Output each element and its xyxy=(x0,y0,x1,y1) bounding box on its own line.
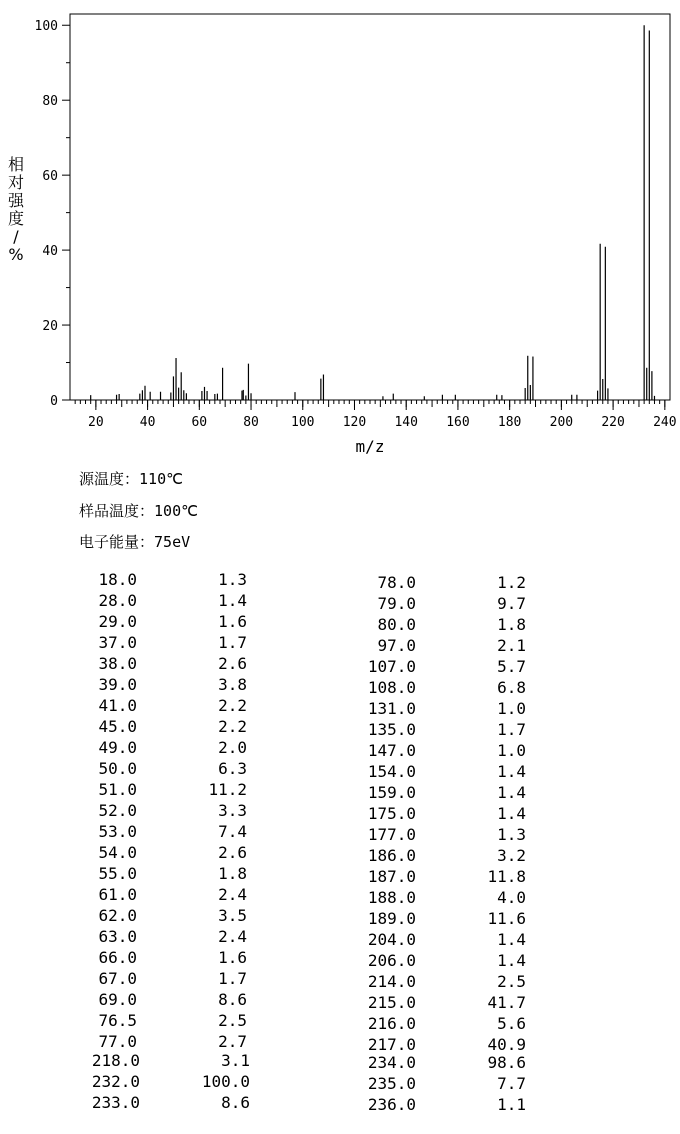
mz-value: 204.0 xyxy=(367,930,416,949)
x-tick-label: 180 xyxy=(497,415,522,430)
mz-value: 28.0 xyxy=(98,591,137,610)
intensity-value: 9.7 xyxy=(497,594,526,613)
condition-label: 电子能量： xyxy=(79,533,155,551)
x-tick-label: 200 xyxy=(549,415,574,430)
mz-value: 38.0 xyxy=(98,654,137,673)
mz-value: 236.0 xyxy=(367,1095,416,1114)
intensity-value: 8.6 xyxy=(218,990,247,1009)
intensity-value: 1.6 xyxy=(218,948,247,967)
intensity-value: 3.2 xyxy=(497,846,526,865)
mz-value: 50.0 xyxy=(98,759,137,778)
major-ticks xyxy=(62,25,665,410)
mz-value: 66.0 xyxy=(98,948,137,967)
x-tick-label: 20 xyxy=(88,415,104,430)
mz-value: 79.0 xyxy=(377,594,416,613)
mz-value: 78.0 xyxy=(377,573,416,592)
intensity-value: 7.4 xyxy=(218,822,247,841)
intensity-value: 3.1 xyxy=(221,1051,250,1070)
intensity-value: 2.1 xyxy=(497,636,526,655)
y-tick-label: 20 xyxy=(42,319,58,335)
mz-value: 233.0 xyxy=(91,1093,140,1112)
electron-energy xyxy=(79,533,190,551)
x-axis-label: m/z xyxy=(355,437,385,456)
intensity-value: 1.4 xyxy=(497,930,526,949)
intensity-value: 3.8 xyxy=(218,675,247,694)
intensity-value: 11.2 xyxy=(208,780,247,799)
mz-value: 107.0 xyxy=(367,657,416,676)
intensity-value: 1.0 xyxy=(497,741,526,760)
x-tick-label: 60 xyxy=(191,415,208,430)
condition-value: 100℃ xyxy=(154,502,198,520)
mz-value: 215.0 xyxy=(367,993,416,1012)
mz-value: 232.0 xyxy=(91,1072,140,1091)
y-tick-label: 40 xyxy=(42,244,58,260)
intensity-value: 1.8 xyxy=(497,615,526,634)
intensity-value: 2.4 xyxy=(218,885,247,904)
intensity-value: 1.4 xyxy=(497,783,526,802)
mz-value: 53.0 xyxy=(98,822,137,841)
intensity-value: 1.0 xyxy=(497,699,526,718)
x-tick-label: 220 xyxy=(601,415,625,430)
x-tick-label: 40 xyxy=(139,415,156,430)
plot-frame xyxy=(70,14,670,400)
mass-spectrum-chart xyxy=(0,0,680,460)
y-axis-label-char: 相 xyxy=(7,155,25,174)
condition-label: 源温度： xyxy=(79,470,140,488)
intensity-value: 2.0 xyxy=(218,738,247,757)
mz-value: 54.0 xyxy=(98,843,137,862)
intensity-value: 1.4 xyxy=(497,951,526,970)
mz-value: 234.0 xyxy=(367,1053,416,1072)
intensity-value: 4.0 xyxy=(497,888,526,907)
condition-value: 75eV xyxy=(154,533,191,551)
mz-value: 154.0 xyxy=(367,762,416,781)
intensity-value: 5.7 xyxy=(497,657,526,676)
x-tick-label: 240 xyxy=(653,415,677,430)
mz-value: 67.0 xyxy=(98,969,137,988)
mz-value: 214.0 xyxy=(367,972,416,991)
mz-value: 76.5 xyxy=(98,1011,137,1030)
mz-value: 52.0 xyxy=(98,801,137,820)
intensity-value: 1.4 xyxy=(497,804,526,823)
peak-bars xyxy=(91,25,655,400)
y-tick-label: 80 xyxy=(42,94,58,110)
tick-labels xyxy=(35,19,677,430)
mz-value: 131.0 xyxy=(367,699,416,718)
mz-value: 41.0 xyxy=(98,696,137,715)
intensity-value: 2.6 xyxy=(218,654,247,673)
mz-value: 218.0 xyxy=(91,1051,140,1070)
mz-value: 18.0 xyxy=(98,570,137,589)
mz-value: 187.0 xyxy=(367,867,416,886)
y-axis-label-char: / xyxy=(13,227,19,246)
intensity-value: 1.2 xyxy=(497,573,526,592)
intensity-value: 3.3 xyxy=(218,801,247,820)
mz-value: 147.0 xyxy=(367,741,416,760)
intensity-value: 11.8 xyxy=(487,867,526,886)
mz-value: 69.0 xyxy=(98,990,137,1009)
y-tick-label: 100 xyxy=(34,19,58,35)
mz-value: 61.0 xyxy=(98,885,137,904)
mz-value: 177.0 xyxy=(367,825,416,844)
y-axis-label-char: 度 xyxy=(7,209,25,228)
intensity-value: 2.5 xyxy=(497,972,526,991)
y-tick-label: 0 xyxy=(50,394,58,409)
condition-label: 样品温度： xyxy=(79,502,155,520)
sample-temperature xyxy=(79,502,198,520)
intensity-value: 1.3 xyxy=(497,825,526,844)
mz-value: 37.0 xyxy=(98,633,137,652)
intensity-value: 2.4 xyxy=(218,927,247,946)
mz-value: 97.0 xyxy=(377,636,416,655)
y-tick-label: 60 xyxy=(42,169,58,185)
mz-value: 29.0 xyxy=(98,612,137,631)
intensity-value: 1.4 xyxy=(218,591,247,610)
intensity-value: 1.1 xyxy=(497,1095,526,1114)
intensity-value: 98.6 xyxy=(487,1053,526,1072)
mz-value: 62.0 xyxy=(98,906,137,925)
intensity-value: 1.3 xyxy=(218,570,247,589)
intensity-value: 6.3 xyxy=(218,759,247,778)
intensity-value: 2.7 xyxy=(218,1032,247,1051)
intensity-value: 41.7 xyxy=(487,993,526,1012)
mz-value: 135.0 xyxy=(367,720,416,739)
mz-value: 45.0 xyxy=(98,717,137,736)
mz-value: 63.0 xyxy=(98,927,137,946)
intensity-value: 1.4 xyxy=(497,762,526,781)
y-axis-label-char: 强 xyxy=(7,191,25,210)
intensity-value: 5.6 xyxy=(497,1014,526,1033)
mz-value: 175.0 xyxy=(367,804,416,823)
intensity-value: 1.8 xyxy=(218,864,247,883)
x-tick-label: 140 xyxy=(394,415,418,430)
intensity-value: 100.0 xyxy=(201,1072,250,1091)
mz-value: 159.0 xyxy=(367,783,416,802)
intensity-value: 7.7 xyxy=(497,1074,526,1093)
intensity-value: 1.6 xyxy=(218,612,247,631)
mz-value: 235.0 xyxy=(367,1074,416,1093)
y-axis-label xyxy=(8,155,25,264)
y-axis-label-char: 对 xyxy=(7,173,25,192)
y-axis-label-char: % xyxy=(8,245,24,264)
mz-value: 39.0 xyxy=(98,675,137,694)
mz-value: 49.0 xyxy=(98,738,137,757)
mz-value: 206.0 xyxy=(367,951,416,970)
intensity-value: 1.7 xyxy=(218,969,247,988)
intensity-value: 2.6 xyxy=(218,843,247,862)
intensity-value: 1.7 xyxy=(497,720,526,739)
mz-value: 216.0 xyxy=(367,1014,416,1033)
mz-value: 186.0 xyxy=(367,846,416,865)
intensity-value: 1.7 xyxy=(218,633,247,652)
condition-value: 110℃ xyxy=(139,470,183,488)
minor-ticks xyxy=(66,63,665,407)
intensity-value: 2.2 xyxy=(218,696,247,715)
intensity-value: 40.9 xyxy=(487,1035,526,1054)
intensity-value: 6.8 xyxy=(497,678,526,697)
x-tick-label: 100 xyxy=(291,415,315,430)
mz-value: 77.0 xyxy=(98,1032,137,1051)
mz-value: 108.0 xyxy=(367,678,416,697)
x-tick-label: 160 xyxy=(446,415,470,430)
intensity-value: 2.5 xyxy=(218,1011,247,1030)
mz-value: 51.0 xyxy=(98,780,137,799)
x-tick-label: 80 xyxy=(243,415,259,430)
x-tick-label: 120 xyxy=(342,415,367,430)
mz-value: 55.0 xyxy=(98,864,137,883)
source-temperature xyxy=(79,470,183,488)
mz-value: 188.0 xyxy=(367,888,416,907)
mz-value: 189.0 xyxy=(367,909,416,928)
intensity-value: 8.6 xyxy=(221,1093,250,1112)
intensity-value: 11.6 xyxy=(487,909,526,928)
intensity-value: 3.5 xyxy=(218,906,247,925)
mz-value: 80.0 xyxy=(377,615,416,634)
mz-value: 217.0 xyxy=(367,1035,416,1054)
intensity-value: 2.2 xyxy=(218,717,247,736)
